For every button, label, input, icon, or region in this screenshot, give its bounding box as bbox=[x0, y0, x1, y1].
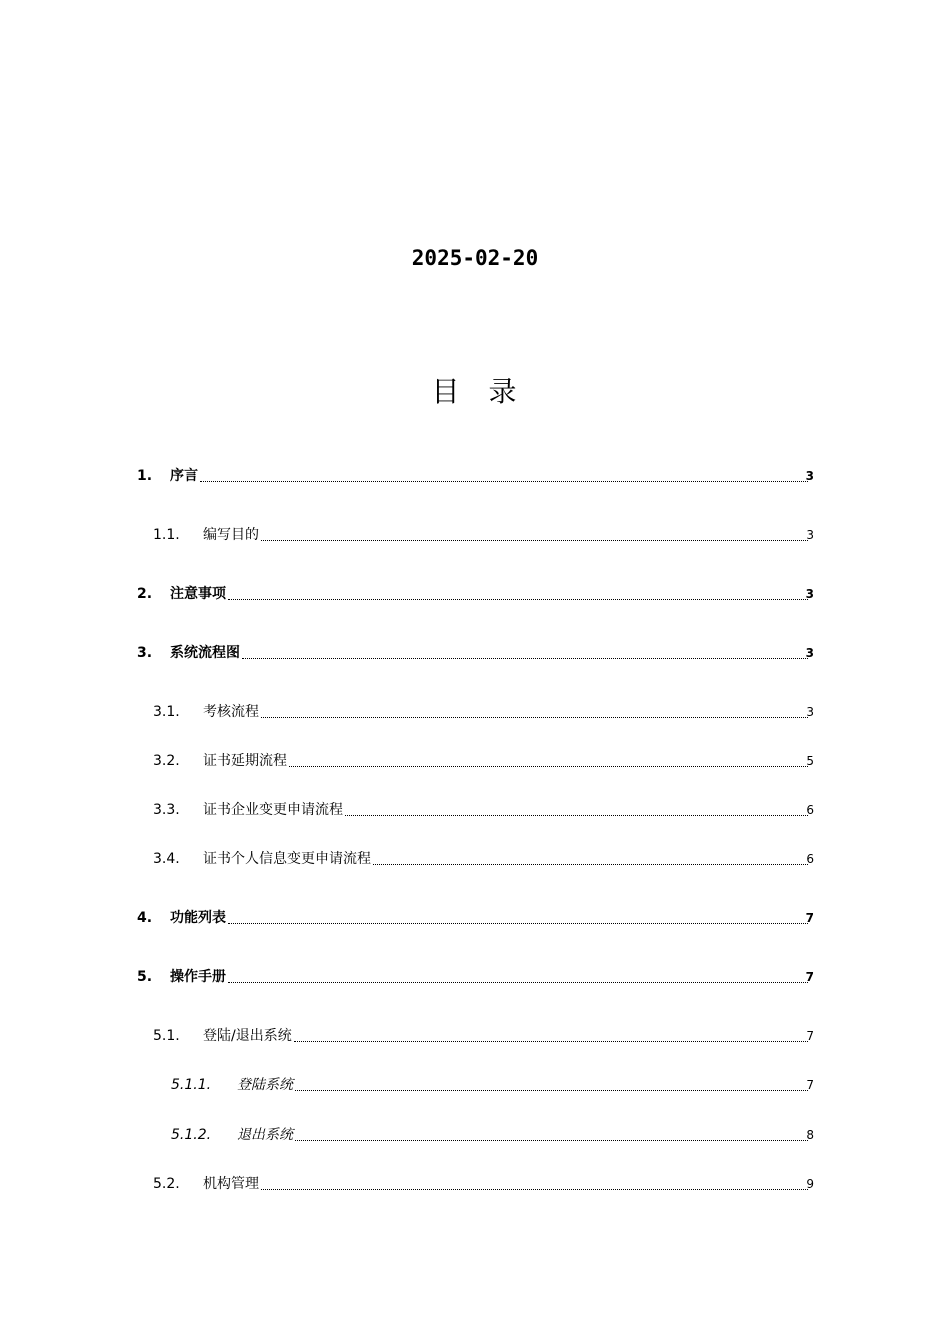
toc-entry-number: 3.1. bbox=[153, 704, 180, 720]
toc-entry-1-1[interactable] bbox=[0, 525, 950, 545]
toc-entry-number: 5. bbox=[137, 969, 153, 985]
toc-entry-page: 3 bbox=[805, 587, 814, 601]
toc-entry-page: 7 bbox=[806, 1029, 814, 1043]
toc-entry-title: 机构管理 bbox=[203, 1176, 259, 1192]
toc-entry-5-1-1[interactable] bbox=[0, 1075, 950, 1095]
toc-leader-dots bbox=[261, 1189, 808, 1190]
toc-title: 目 录 bbox=[431, 375, 527, 408]
toc-leader-dots bbox=[295, 1140, 808, 1141]
toc-leader-dots bbox=[289, 766, 808, 767]
toc-leader-dots bbox=[294, 1041, 808, 1042]
toc-leader-dots bbox=[228, 599, 808, 600]
toc-entry-title: 证书个人信息变更申请流程 bbox=[203, 851, 371, 867]
toc-entry-3-4[interactable] bbox=[0, 849, 950, 869]
toc-entry-5-2[interactable] bbox=[0, 1174, 950, 1194]
toc-entry-3-3[interactable] bbox=[0, 800, 950, 820]
toc-entry-4[interactable] bbox=[0, 908, 950, 928]
toc-entry-5[interactable] bbox=[0, 967, 950, 987]
toc-entry-title: 注意事项 bbox=[170, 586, 226, 602]
toc-entry-5-1[interactable] bbox=[0, 1026, 950, 1046]
toc-entry-title: 系统流程图 bbox=[170, 645, 240, 661]
toc-entry-title: 登陆/退出系统 bbox=[203, 1028, 292, 1044]
toc-leader-dots bbox=[345, 815, 808, 816]
toc-leader-dots bbox=[228, 923, 808, 924]
toc-leader-dots bbox=[200, 481, 808, 482]
toc-entry-title: 退出系统 bbox=[237, 1127, 293, 1143]
toc-entry-title: 证书延期流程 bbox=[203, 753, 287, 769]
toc-entry-2[interactable] bbox=[0, 584, 950, 604]
toc-entry-1[interactable] bbox=[0, 466, 950, 486]
toc-entry-number: 1.1. bbox=[153, 527, 180, 543]
toc-entry-number: 2. bbox=[137, 586, 153, 602]
toc-entry-page: 7 bbox=[806, 1078, 814, 1092]
toc-entry-3-1[interactable] bbox=[0, 702, 950, 722]
toc-entry-number: 5.2. bbox=[153, 1176, 180, 1192]
toc-entry-title: 功能列表 bbox=[170, 910, 226, 926]
toc-entry-title: 操作手册 bbox=[170, 969, 226, 985]
toc-entry-page: 7 bbox=[805, 911, 814, 925]
toc-entry-number: 4. bbox=[137, 910, 153, 926]
toc-entry-page: 6 bbox=[806, 852, 814, 866]
toc-entry-number: 3.3. bbox=[153, 802, 180, 818]
toc-leader-dots bbox=[261, 717, 808, 718]
toc-entry-number: 3. bbox=[137, 645, 153, 661]
toc-entry-page: 7 bbox=[805, 970, 814, 984]
toc-entry-5-1-2[interactable] bbox=[0, 1125, 950, 1145]
toc-entry-title: 序言 bbox=[170, 468, 198, 484]
toc-entry-page: 3 bbox=[806, 528, 814, 542]
toc-entry-title: 登陆系统 bbox=[237, 1077, 293, 1093]
toc-entry-page: 8 bbox=[806, 1128, 814, 1142]
toc-entry-title: 证书企业变更申请流程 bbox=[203, 802, 343, 818]
toc-entry-number: 3.2. bbox=[153, 753, 180, 769]
toc-entry-3[interactable] bbox=[0, 643, 950, 663]
toc-entry-title: 考核流程 bbox=[203, 704, 259, 720]
toc-entry-page: 6 bbox=[806, 803, 814, 817]
toc-entry-number: 5.1.1. bbox=[171, 1077, 212, 1093]
toc-entry-title: 编写目的 bbox=[203, 527, 259, 543]
toc-leader-dots bbox=[261, 540, 808, 541]
toc-entry-number: 5.1.2. bbox=[171, 1127, 212, 1143]
document-date: 2025-02-20 bbox=[411, 246, 539, 270]
toc-entry-page: 3 bbox=[806, 705, 814, 719]
toc-entry-number: 1. bbox=[137, 468, 153, 484]
toc-entry-page: 9 bbox=[806, 1177, 814, 1191]
toc-entry-3-2[interactable] bbox=[0, 751, 950, 771]
toc-leader-dots bbox=[295, 1090, 808, 1091]
toc-entry-number: 3.4. bbox=[153, 851, 180, 867]
toc-entry-page: 5 bbox=[806, 754, 814, 768]
toc-entry-page: 3 bbox=[805, 646, 814, 660]
toc-leader-dots bbox=[242, 658, 808, 659]
toc-leader-dots bbox=[228, 982, 808, 983]
toc-entry-number: 5.1. bbox=[153, 1028, 180, 1044]
toc-entry-page: 3 bbox=[805, 469, 814, 483]
toc-leader-dots bbox=[373, 864, 808, 865]
